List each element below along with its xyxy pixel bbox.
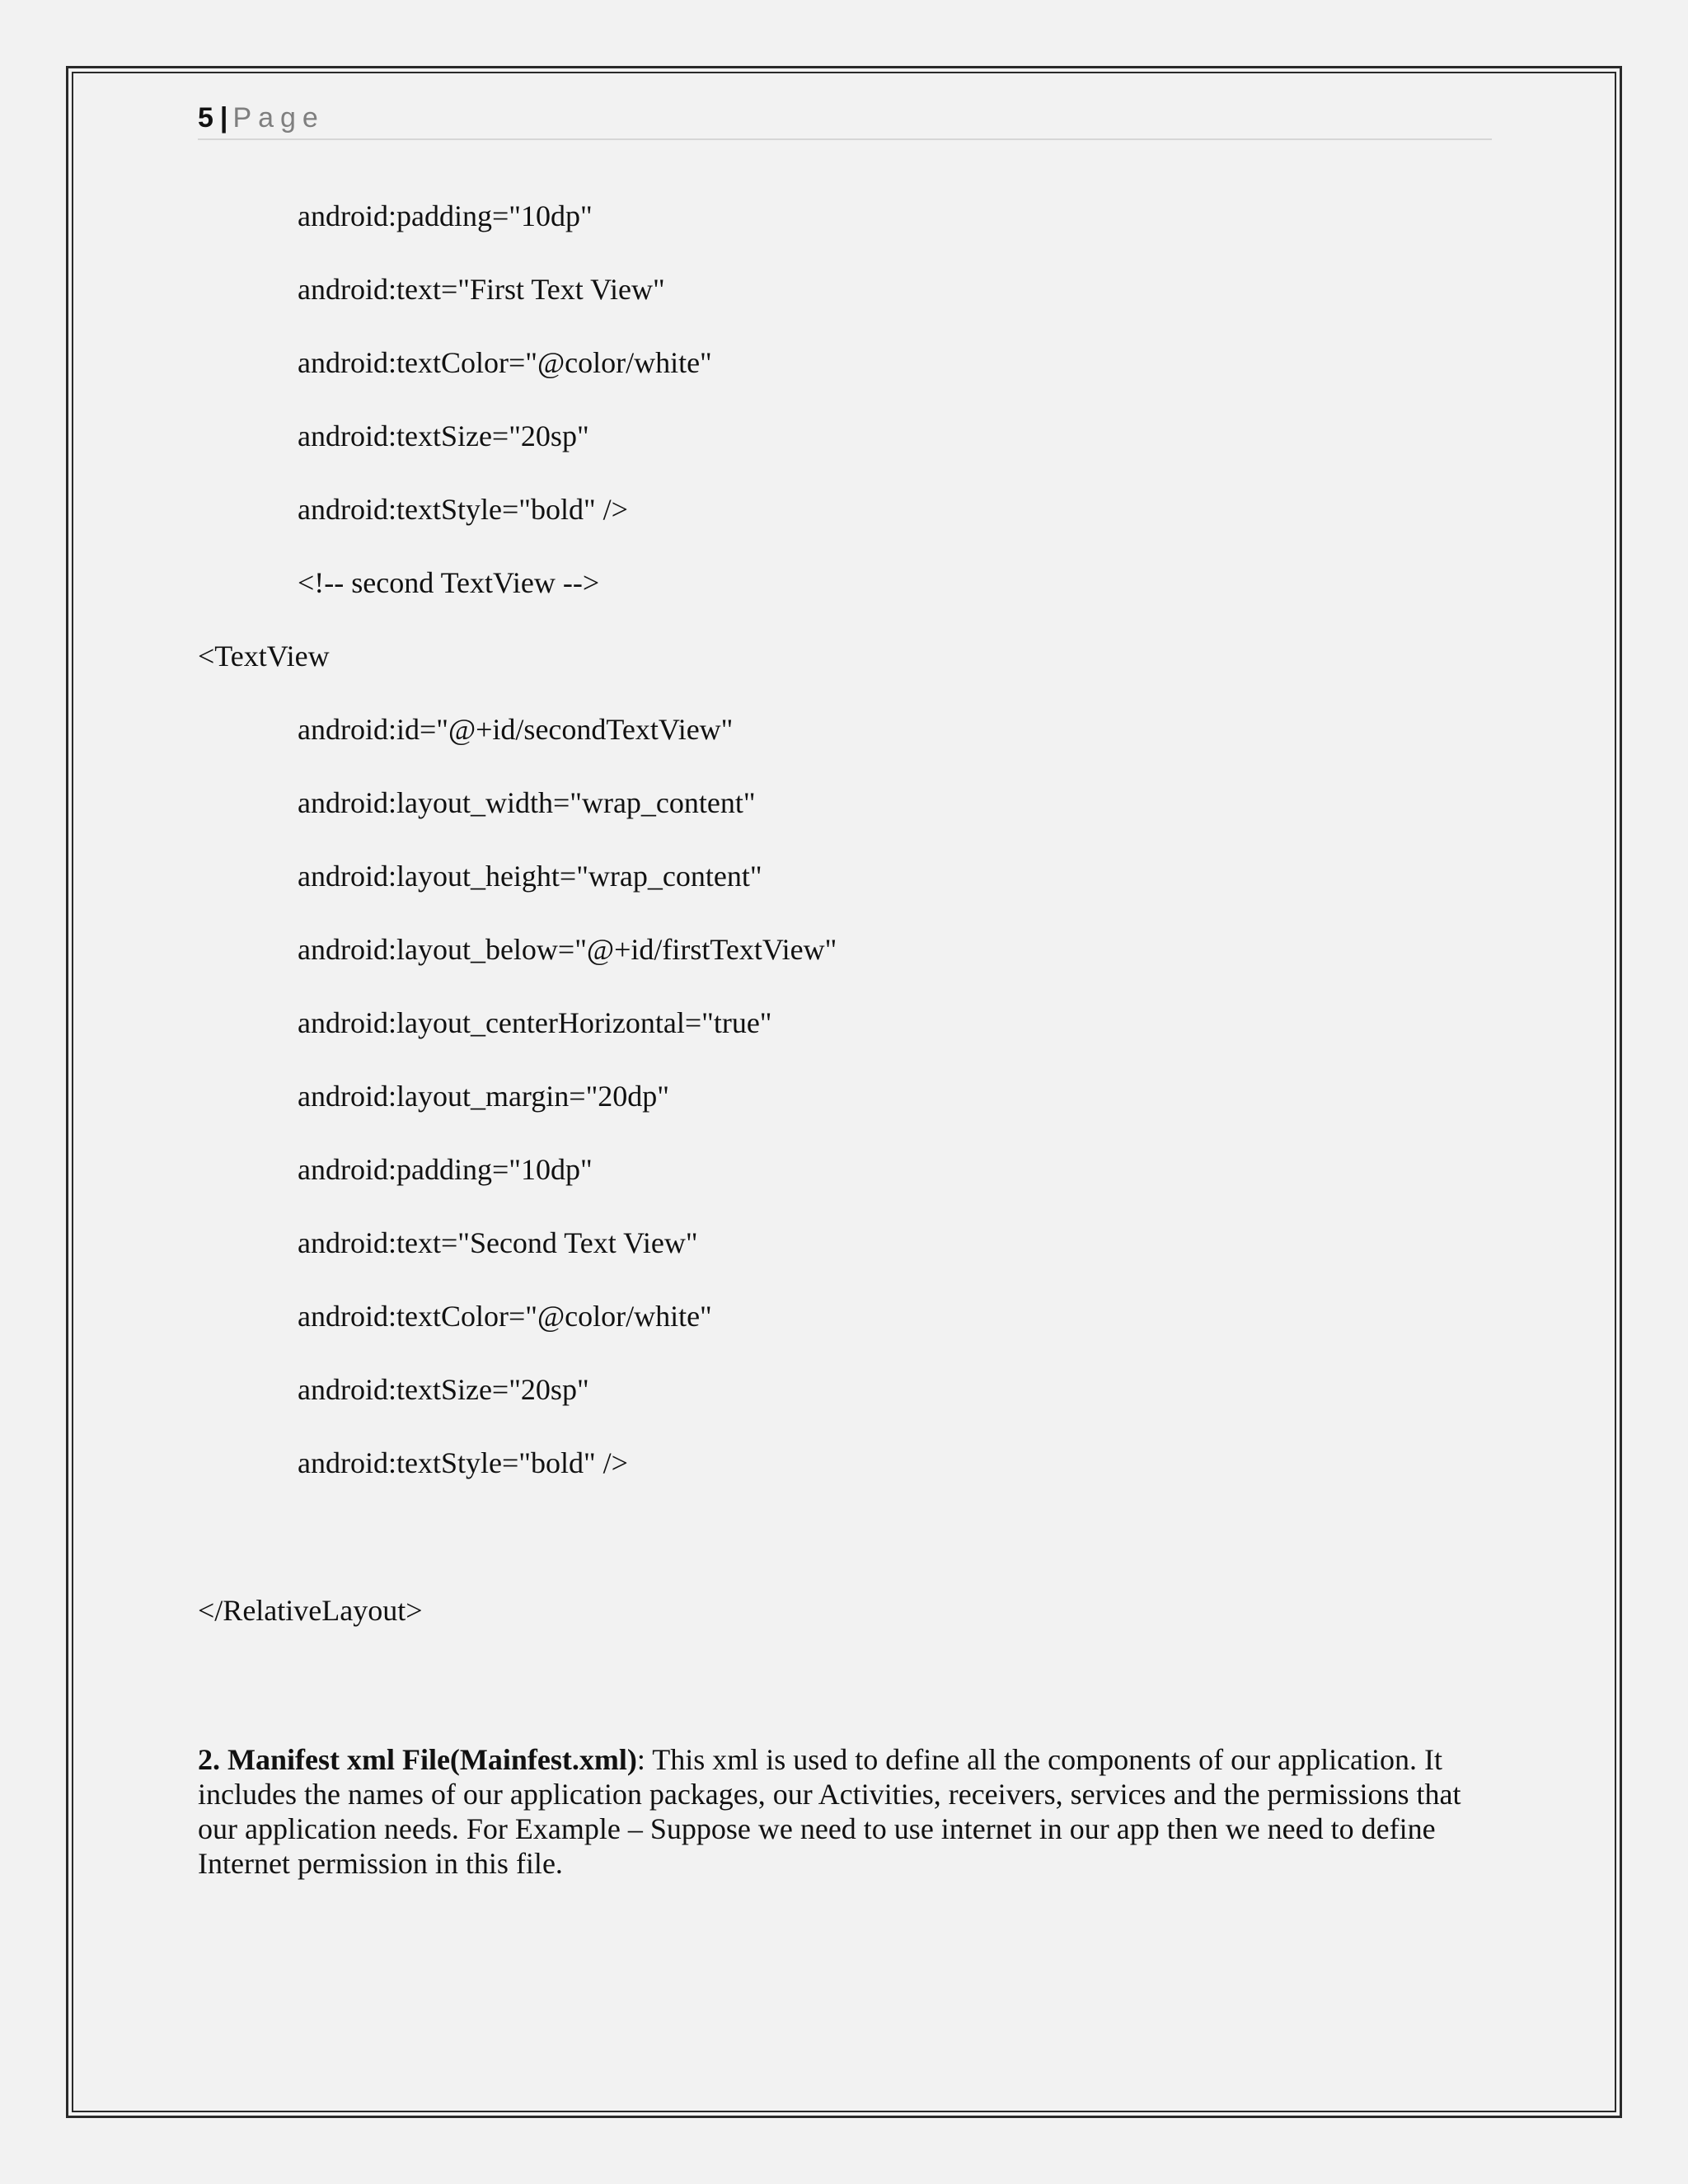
manifest-description: : This xml is used to define all the components of our application. It includes the names of our application packages, our Activities, receivers, services and the permissions that our application needs. For Example – Suppose we need to use internet in our app then we need to define Internet permission in this file.: [198, 1743, 1461, 1880]
manifest-heading: 2. Manifest xml File(Mainfest.xml): [198, 1743, 637, 1776]
code-line: android:text="First Text View": [298, 273, 665, 306]
code-line: android:id="@+id/secondTextView": [298, 713, 734, 746]
code-line: android:padding="10dp": [298, 199, 593, 232]
code-line: android:textStyle="bold" />: [298, 493, 628, 526]
page-header: [198, 97, 1492, 140]
code-line: android:textSize="20sp": [298, 1373, 589, 1406]
page-number: 5: [198, 102, 213, 134]
code-line: android:textColor="@color/white": [298, 1300, 712, 1333]
code-tag-line: <TextView: [198, 640, 330, 673]
code-line: android:textStyle="bold" />: [298, 1446, 628, 1479]
code-line: android:layout_below="@+id/firstTextView": [298, 933, 837, 966]
code-line: android:layout_centerHorizontal="true": [298, 1006, 772, 1039]
code-line: android:text="Second Text View": [298, 1226, 698, 1259]
code-comment-line: <!-- second TextView -->: [298, 566, 600, 599]
page-word: Page: [232, 102, 325, 134]
code-line: android:layout_margin="20dp": [298, 1080, 669, 1113]
code-line: android:textSize="20sp": [298, 419, 589, 452]
code-line: android:textColor="@color/white": [298, 346, 712, 379]
code-closing-tag-line: </RelativeLayout>: [198, 1594, 423, 1627]
header-separator: |: [219, 102, 228, 134]
code-line: android:layout_width="wrap_content": [298, 786, 756, 819]
code-line: android:layout_height="wrap_content": [298, 860, 762, 893]
code-line: android:padding="10dp": [298, 1153, 593, 1186]
manifest-paragraph: [198, 1742, 1492, 1881]
